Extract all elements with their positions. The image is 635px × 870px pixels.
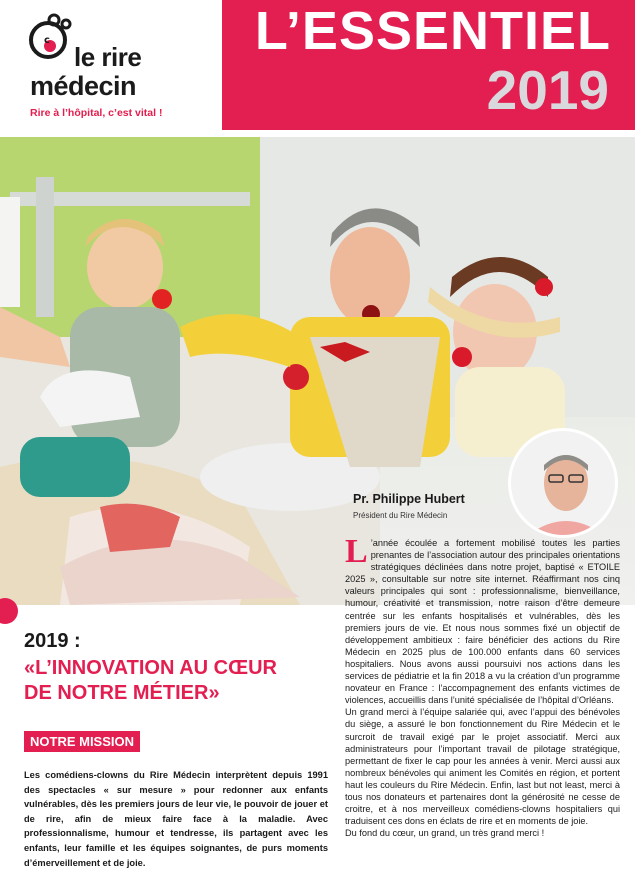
president-name: Pr. Philippe Hubert [353,492,465,506]
heading-year: 2019 : [24,630,81,652]
editorial-dropcap: L [345,533,368,570]
heading-line2: DE NOTRE MÉTIER» [24,682,220,704]
header-band [222,0,635,130]
mission-text: Les comédiens-clowns du Rire Médecin interprètent depuis 1991 des spectacles « sur mesure » pour redonner aux enfants vulnérables, dès les premiers jours de leur vie, le pouvoir de jouer et de rire, afin de mieux faire face à la maladie. Avec professionnalisme, humour et tendresse, ils partagent avec les enfants, leur famille et les équipes soignantes, de purs moments d’émerveillement et de joie. [24,770,328,868]
logo-area [0,0,222,137]
logo-text-line1: le rire [74,42,142,72]
heading-line1: «L’INNOVATION AU CŒUR [24,657,277,679]
editorial-closing: Du fond du cœur, un grand, un très grand merci ! [345,828,545,839]
logo-text-line2: médecin [30,71,137,101]
president-role: Président du Rire Médecin [353,511,448,520]
editorial-text [345,533,620,839]
header-year: 2019 [486,59,609,121]
header-title: L’ESSENTIEL [254,1,611,61]
hospital-clowns-photo [0,137,635,605]
svg-text:c: c [44,35,50,46]
editorial-paragraph-2: Un grand merci à l’équipe salariée qui, avec l’appui des bénévoles du siège, a assuré le bon fonctionnement du Rire Médecin et le surcroit de travail exigé par le projet associatif. Merci aux administrateurs pour l’important travail de pilotage stratégique, permettant de fixer le cap pour les années à venir. Merci aussi aux nombreux bénévoles qui animent les Comités en région, et portent haut les couleurs du Rire Médecin. Enfin, last but not least, merci à tous nos donateurs et partenaires dont la générosité ne cesse de croitre, et à nos merveilleux comédiens-clowns hospitaliers qui traduisent ces dons en éclats de rire et en moments de joie. [345,707,620,827]
president-portrait [508,428,618,538]
mission-label: NOTRE MISSION [24,731,140,752]
logo-tagline: Rire à l’hôpital, c’est vital ! [30,107,163,119]
editorial-paragraph-1: ’année écoulée a fortement mobilisé toutes les parties prenantes de l’association autour des principales orientations stratégiques déclinées dans notre projet, baptisé « ETOILE 2025 », consultable sur notre site internet. Réaffirmant nos cinq valeurs principales qui sont : professionnalisme, bienveillance, humour, créativité et transmission, notre raison d’être demeure centrée sur les enfants hospitalisés et vulnérables, dès les premiers jours de vie. Et nous nous sommes fixé un objectif de développement ambitieux : faire bénéficier des actions du Rire Médecin en 2025 plus de 100.000 enfants dans 60 services hospitaliers. Nous avons aussi poursuivi nos actions dans les services de pédiatrie et la fin 2018 a vu la création d’un programme novateur en France : l’accompagnement des enfants victimes de violences, accueillis dans l’unité spécialisée de l’hôpital d’Orléans. [345,538,620,706]
clown-logo-icon [24,10,74,60]
photo-illustration [0,137,635,605]
